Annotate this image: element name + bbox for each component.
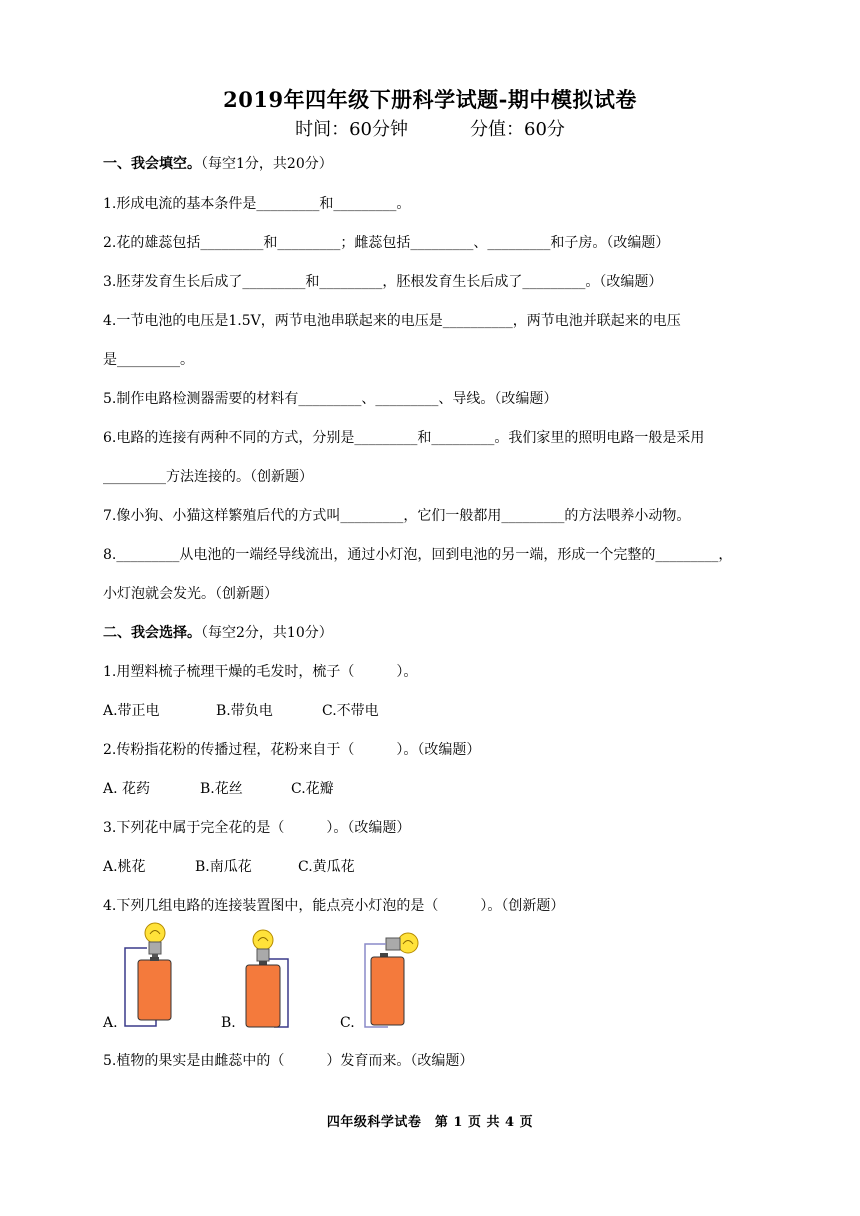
battery-icon — [371, 957, 404, 1025]
page-footer: 四年级科学试卷 第 1 页 共 4 页 — [326, 1115, 534, 1130]
page-subtitle — [0, 115, 860, 141]
question-1-6: 6.电路的连接有两种不同的方式，分别是_________和_________。我们家里的照明电路一般是采用 — [103, 430, 705, 446]
total-score: 分值：60分 — [470, 119, 565, 140]
bulb-base — [386, 938, 400, 950]
question-1-8-continued: 小灯泡就会发光。（创新题） — [103, 586, 278, 602]
battery-icon — [246, 965, 280, 1027]
option-a: A. 花药 — [103, 781, 151, 797]
bulb-icon — [253, 930, 273, 950]
section-title: 二、我会选择。 — [103, 625, 201, 641]
section-heading-fill-in — [103, 153, 333, 173]
question-1-3: 3.胚芽发育生长后成了_________和_________，胚根发育生长后成了_________。（改编题） — [103, 274, 663, 290]
question-2-4: 4.下列几组电路的连接装置图中，能点亮小灯泡的是（ ）。（创新题） — [103, 898, 565, 914]
question-1-7: 7.像小狗、小猫这样繁殖后代的方式叫_________，它们一般都用_________的方法喂养小动物。 — [103, 508, 691, 524]
section-note: （每空1分，共20分） — [201, 156, 333, 172]
option-c: C.花瓣 — [291, 781, 334, 797]
question-1-4-continued: 是_________。 — [103, 352, 194, 368]
option-c: C.不带电 — [322, 703, 379, 719]
section-title: 一、我会填空。 — [103, 156, 201, 172]
question-2-1: 1.用塑料梳子梳理干燥的毛发时，梳子（ ）。 — [103, 664, 418, 680]
circuit-diagram-a — [115, 918, 185, 1033]
question-2-5: 5.植物的果实是由雌蕊中的（ ）发育而来。（改编题） — [103, 1053, 474, 1069]
option-b: B.带负电 — [216, 703, 273, 719]
time-limit: 时间：60分钟 — [295, 119, 408, 140]
page-title: 2019年四年级下册科学试题-期中模拟试卷 — [223, 87, 637, 112]
bulb-icon — [145, 923, 165, 943]
battery-icon — [138, 960, 171, 1020]
question-1-1: 1.形成电流的基本条件是_________和_________。 — [103, 196, 411, 212]
circuit-label-b: B. — [221, 1015, 236, 1031]
option-c: C.黄瓜花 — [298, 859, 355, 875]
question-1-4: 4.一节电池的电压是1.5V，两节电池串联起来的电压是__________，两节电池并联起来的电压 — [103, 313, 681, 329]
question-1-8: 8._________从电池的一端经导线流出，通过小灯泡，回到电池的另一端，形成一个完整的_________， — [103, 547, 733, 563]
bulb-base — [257, 949, 269, 961]
question-2-3: 3.下列花中属于完全花的是（ ）。（改编题） — [103, 820, 411, 836]
question-2-1-options — [103, 700, 379, 720]
question-1-5: 5.制作电路检测器需要的材料有_________、_________、导线。（改编题） — [103, 391, 558, 407]
bulb-base — [149, 942, 161, 954]
section-heading-choice — [103, 622, 333, 642]
option-a: A.桃花 — [103, 859, 146, 875]
option-b: B.南瓜花 — [195, 859, 252, 875]
circuit-label-c: C. — [340, 1015, 355, 1031]
circuit-label-a: A. — [103, 1015, 118, 1031]
question-2-2-options — [103, 778, 334, 798]
circuit-diagram-c — [358, 925, 428, 1033]
question-1-6-continued: _________方法连接的。（创新题） — [103, 469, 313, 485]
option-b: B.花丝 — [200, 781, 243, 797]
question-2-3-options — [103, 856, 355, 876]
question-2-2: 2.传粉指花粉的传播过程，花粉来自于（ ）。（改编题） — [103, 742, 481, 758]
question-1-2: 2.花的雄蕊包括_________和_________；雌蕊包括_________、_________和子房。（改编题） — [103, 235, 670, 251]
circuit-diagram-b — [238, 925, 308, 1033]
bulb-icon — [398, 933, 418, 953]
section-note: （每空2分，共10分） — [201, 625, 333, 641]
option-a: A.带正电 — [103, 703, 160, 719]
